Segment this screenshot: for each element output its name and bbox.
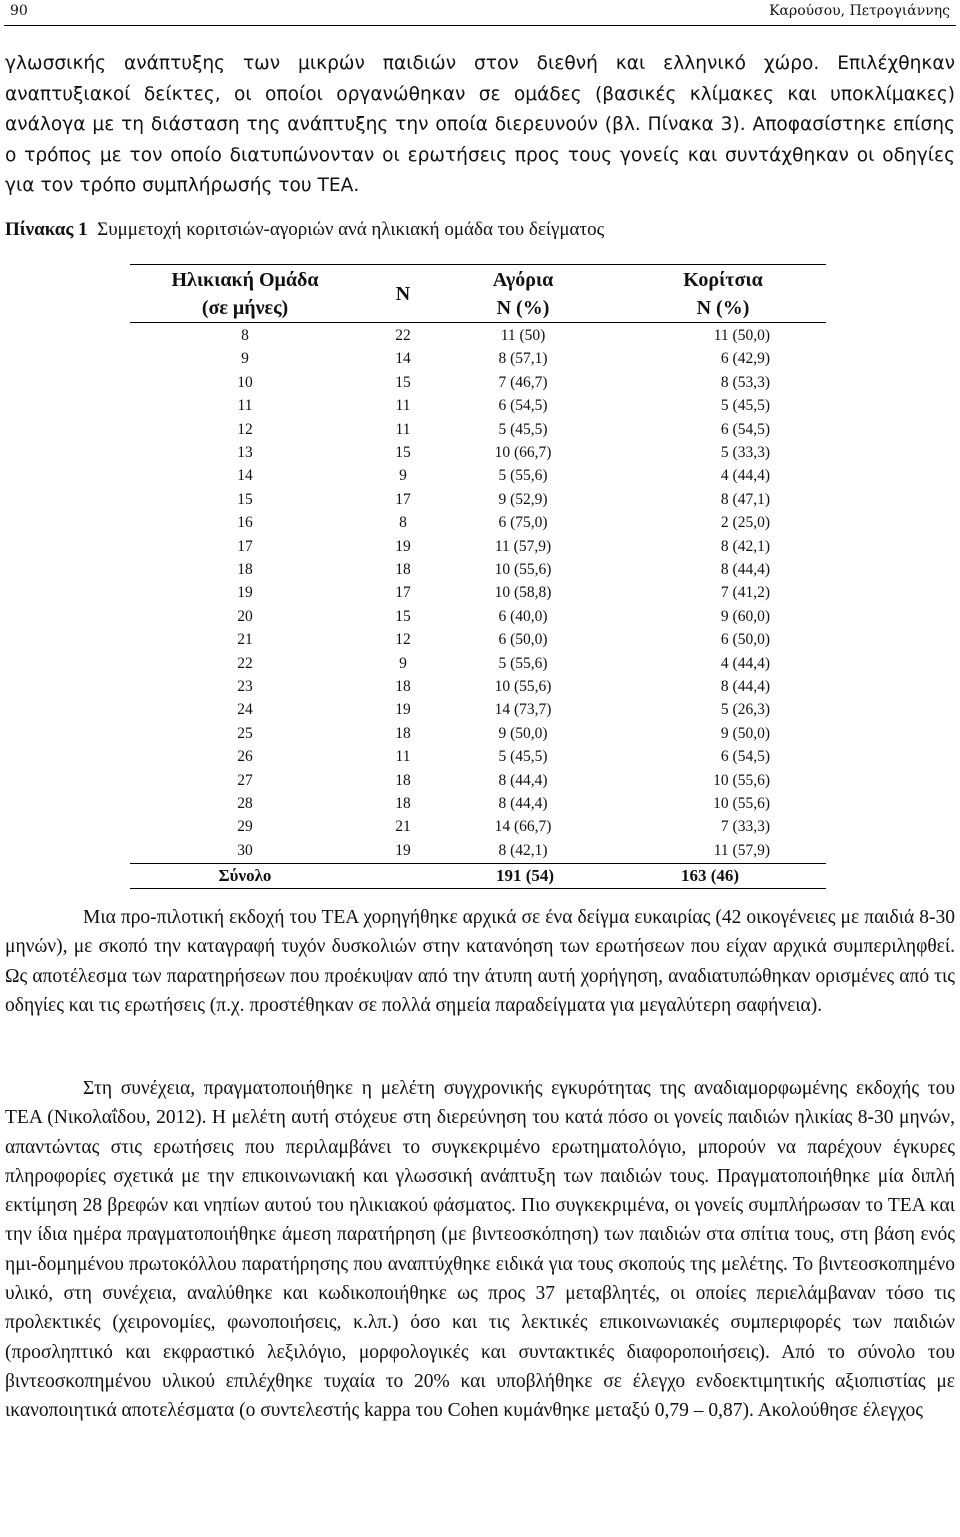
cell-boys: 10 (66,7) xyxy=(494,444,552,461)
cell-age: 13 xyxy=(237,444,253,461)
table-caption-label: Πίνακας 1 xyxy=(5,219,88,240)
table-total-row xyxy=(130,864,826,887)
cell-boys: 10 (55,6) xyxy=(494,561,552,578)
table-row xyxy=(130,441,826,464)
table-row xyxy=(130,769,826,792)
cell-boys: 7 (46,7) xyxy=(498,373,548,391)
cell-girls: 11 (57,9) xyxy=(713,841,770,859)
table-header-rule xyxy=(130,322,826,323)
table-row xyxy=(130,652,826,675)
cell-boys: 11 (57,9) xyxy=(494,537,552,555)
cell-n: 11 xyxy=(395,748,411,766)
cell-girls: 6 (54,5) xyxy=(720,420,770,438)
cell-boys: 5 (45,5) xyxy=(498,748,548,766)
cell-age: 23 xyxy=(237,678,253,695)
cell-age: 14 xyxy=(237,467,253,485)
header-boys-line1: Αγόρια xyxy=(492,269,554,291)
cell-n: 17 xyxy=(395,490,411,508)
cell-n: 19 xyxy=(395,701,411,719)
cell-boys: 6 (50,0) xyxy=(498,631,548,649)
cell-n: 15 xyxy=(395,373,411,391)
cell-age: 20 xyxy=(237,607,253,625)
cell-girls: 2 (25,0) xyxy=(720,514,770,532)
header-girls-line1: Κορίτσια xyxy=(683,269,763,291)
table-row xyxy=(130,418,826,441)
cell-girls: 9 (60,0) xyxy=(720,607,770,625)
paragraph-2: Στη συνέχεια, πραγματοποιήθηκε η μελέτη συγχρονικής εγκυρότητας της αναδιαμορφωμένης εκδοχής του ΤΕΑ (Νικολαΐδου, 2012). Η μελέτη αυτή στόχευε στη διερεύνηση του κατά πόσο οι γονείς παιδιών ηλικίας 8-30 μηνών, απαντώντας στις ερωτήσεις που περιλαμβάνει το συγκεκριμένο ερωτηματολόγιο, μπορούν να παρέχουν έγκυρες πληροφορίες σχετικά με την επικοινωνιακή και γλωσσική ανάπτυξη των παιδιών τους. Πραγματοποιήθηκε μία διπλή εκτίμηση 28 βρεφών και νηπίων αυτού του ηλικιακού φάσματος. Πιο συγκεκριμένα, οι γονείς συμπλήρωσαν το ΤΕΑ και την ίδια ημέρα πραγματοποιήθηκε άμεση παρατήρηση (με βιντεοσκόπηση) των παιδιών στα σπίτια τους, στη βάση ενός ημι-δομημένου πρωτοκόλλου παρατήρησης που αναπτύχθηκε ειδικά για τους σκοπούς της μελέτης. Το βιντεοσκοπημένο υλικό, στη συνέχεια, αναλύθηκε και κωδικοποιήθηκε ως προς 37 μεταβλητές, οι οποίες περιελάμβαναν τόσο τις προλεκτικές (χειρονομίες, φωνοποιήσεις, κ.λπ.) όσο και τις λεκτικές επικοινωνιακές συμπεριφορές των παιδιών (προσληπτικό και εκφραστικό λεξιλόγιο, μορφολογικές και συντακτικές διαφοροποιήσεις). Από το σύνολο του βιντεοσκοπημένου υλικού επιλέχθηκε τυχαία το 20% και υποβλήθηκε σε έλεγχο ενδοεκτιμητικής αξιοπιστίας με ικανοποιητικά αποτελέσματα (ο συντελεστής kappa του Cohen κυμάνθηκε μεταξύ 0,79 – 0,87). Ακολούθησε έλεγχος xyxy=(5,1078,955,1422)
cell-age: 26 xyxy=(237,748,253,766)
table-row xyxy=(130,511,826,534)
cell-n: 9 xyxy=(399,654,407,672)
table-row xyxy=(130,815,826,838)
cell-n: 21 xyxy=(395,818,411,836)
table-row xyxy=(130,605,826,628)
cell-age: 27 xyxy=(237,771,253,789)
table-row xyxy=(130,324,826,347)
cell-boys: 6 (75,0) xyxy=(498,514,548,532)
table-row xyxy=(130,394,826,417)
cell-age: 28 xyxy=(237,795,253,812)
header-boys-line2: Ν (%) xyxy=(496,297,550,319)
cell-age: 9 xyxy=(241,350,249,368)
cell-n: 14 xyxy=(395,350,411,368)
cell-boys: 6 (54,5) xyxy=(498,397,548,415)
table-row xyxy=(130,347,826,370)
cell-girls: 5 (26,3) xyxy=(720,701,770,719)
table-row xyxy=(130,488,826,511)
cell-girls: 9 (50,0) xyxy=(720,724,770,742)
cell-girls: 10 (55,6) xyxy=(713,795,770,812)
cell-n: 18 xyxy=(395,795,411,812)
table-row xyxy=(130,464,826,487)
total-label: Σύνολο xyxy=(218,866,272,886)
cell-girls: 4 (44,4) xyxy=(720,654,770,672)
cell-n: 18 xyxy=(395,724,411,742)
header-girls-line2: Ν (%) xyxy=(696,297,750,319)
page-header xyxy=(0,0,960,26)
table-row xyxy=(130,745,826,768)
cell-n: 18 xyxy=(395,771,411,789)
cell-girls: 6 (54,5) xyxy=(720,748,770,766)
cell-boys: 6 (40,0) xyxy=(498,607,548,625)
cell-boys: 14 (73,7) xyxy=(494,701,552,719)
table-row xyxy=(130,535,826,558)
cell-boys: 5 (55,6) xyxy=(498,654,548,672)
cell-girls: 8 (47,1) xyxy=(720,490,770,508)
table-row xyxy=(130,698,826,721)
cell-age: 21 xyxy=(237,631,253,649)
cell-girls: 11 (50,0) xyxy=(713,327,770,344)
cell-boys: 14 (66,7) xyxy=(494,818,552,836)
header-n: Ν xyxy=(395,283,411,305)
cell-n: 22 xyxy=(395,327,411,344)
header-rule xyxy=(4,25,956,26)
header-age-line1: Ηλικιακή Ομάδα xyxy=(171,269,319,291)
running-head: Καρούσου, Πετρογιάννης xyxy=(769,3,950,19)
cell-age: 17 xyxy=(237,537,253,555)
cell-age: 8 xyxy=(241,327,249,344)
table-row xyxy=(130,581,826,604)
cell-girls: 5 (33,3) xyxy=(720,444,770,461)
cell-girls: 7 (33,3) xyxy=(720,818,770,836)
cell-n: 18 xyxy=(395,678,411,695)
table-top-rule xyxy=(130,264,826,265)
cell-age: 19 xyxy=(237,584,253,602)
cell-age: 12 xyxy=(237,420,253,438)
total-girls: 163 (46) xyxy=(680,866,740,886)
table-row xyxy=(130,722,826,745)
cell-boys: 9 (50,0) xyxy=(498,724,548,742)
table-row xyxy=(130,675,826,698)
cell-n: 11 xyxy=(395,420,411,438)
cell-girls: 10 (55,6) xyxy=(713,771,770,789)
cell-n: 9 xyxy=(399,467,407,485)
cell-girls: 8 (53,3) xyxy=(720,373,770,391)
table-caption-text: Συμμετοχή κοριτσιών-αγοριών ανά ηλικιακή ομάδα του δείγματος xyxy=(97,219,605,240)
cell-boys: 8 (42,1) xyxy=(498,841,548,859)
cell-age: 25 xyxy=(237,724,253,742)
cell-boys: 8 (44,4) xyxy=(498,795,548,812)
cell-n: 19 xyxy=(395,537,411,555)
cell-age: 16 xyxy=(237,514,253,532)
cell-boys: 5 (55,6) xyxy=(498,467,548,485)
table-row xyxy=(130,792,826,815)
cell-n: 15 xyxy=(395,607,411,625)
cell-girls: 8 (44,4) xyxy=(720,561,770,578)
cell-age: 11 xyxy=(237,397,253,415)
cell-boys: 8 (57,1) xyxy=(498,350,548,368)
cell-age: 18 xyxy=(237,561,253,578)
cell-girls: 6 (42,9) xyxy=(720,350,770,368)
cell-boys: 10 (58,8) xyxy=(494,584,552,602)
table-caption xyxy=(5,219,955,241)
cell-age: 24 xyxy=(237,701,253,719)
cell-n: 8 xyxy=(399,514,407,532)
table-row xyxy=(130,839,826,862)
cell-n: 19 xyxy=(395,841,411,859)
cell-girls: 8 (42,1) xyxy=(720,537,770,555)
cell-age: 15 xyxy=(237,490,253,508)
table-row xyxy=(130,371,826,394)
paragraph-1: Μια προ-πιλοτική εκδοχή του ΤΕΑ χορηγήθηκε αρχικά σε ένα δείγμα ευκαιρίας (42 οικογένειες με παιδιά 8-30 μηνών), με σκοπό την καταγραφή τυχόν δυσκολιών στην κατανόηση των ερωτήσεων που είχαν αρχικά συμπεριληφθεί. Ως αποτέλεσμα των παρατηρήσεων που προέκυψαν από την άτυπη αυτή χορήγηση, αναδιατυπώθηκαν ορισμένες από τις οδηγίες και τις ερωτήσεις (π.χ. προστέθηκαν σε πολλά σημεία παραδείγματα για μεγαλύτερη σαφήνεια). xyxy=(5,907,955,1016)
table-row xyxy=(130,628,826,651)
cell-n: 18 xyxy=(395,561,411,578)
cell-boys: 11 (50) xyxy=(500,327,546,344)
cell-age: 10 xyxy=(237,373,253,391)
intro-paragraph: γλωσσικής ανάπτυξης των μικρών παιδιών στον διεθνή και ελληνικό χώρο. Επιλέχθηκαν αναπτυξιακοί δείκτες, οι οποίοι οργανώθηκαν σε ομάδες (βασικές κλίμακες και υποκλίμακες) ανάλογα με τη διάσταση της ανάπτυξης την οποία διερευνούν (βλ. Πίνακα 3). Αποφασίστηκε επίσης ο τρόπος με τον οποίο διατυπώνονταν οι ερωτήσεις προς τους γονείς και συντάχθηκαν οι οδηγίες για τον τρόπο συμπλήρωσής του ΤΕΑ. xyxy=(5,53,955,196)
cell-girls: 8 (44,4) xyxy=(720,678,770,695)
cell-girls: 4 (44,4) xyxy=(720,467,770,485)
cell-n: 12 xyxy=(395,631,411,649)
cell-age: 22 xyxy=(237,654,253,672)
page-number: 90 xyxy=(10,3,28,19)
table-bottom-rule xyxy=(130,888,826,889)
cell-girls: 5 (45,5) xyxy=(720,397,770,415)
header-age-line2: (σε μήνες) xyxy=(201,297,289,319)
cell-girls: 6 (50,0) xyxy=(720,631,770,649)
cell-boys: 9 (52,9) xyxy=(498,490,548,508)
table-row xyxy=(130,558,826,581)
cell-age: 29 xyxy=(237,818,253,836)
cell-n: 17 xyxy=(395,584,411,602)
cell-age: 30 xyxy=(237,841,253,859)
cell-n: 15 xyxy=(395,444,411,461)
cell-boys: 5 (45,5) xyxy=(498,420,548,438)
cell-n: 11 xyxy=(395,397,411,415)
cell-boys: 10 (55,6) xyxy=(494,678,552,695)
cell-boys: 8 (44,4) xyxy=(498,771,548,789)
total-boys: 191 (54) xyxy=(495,866,555,886)
cell-girls: 7 (41,2) xyxy=(720,584,770,602)
